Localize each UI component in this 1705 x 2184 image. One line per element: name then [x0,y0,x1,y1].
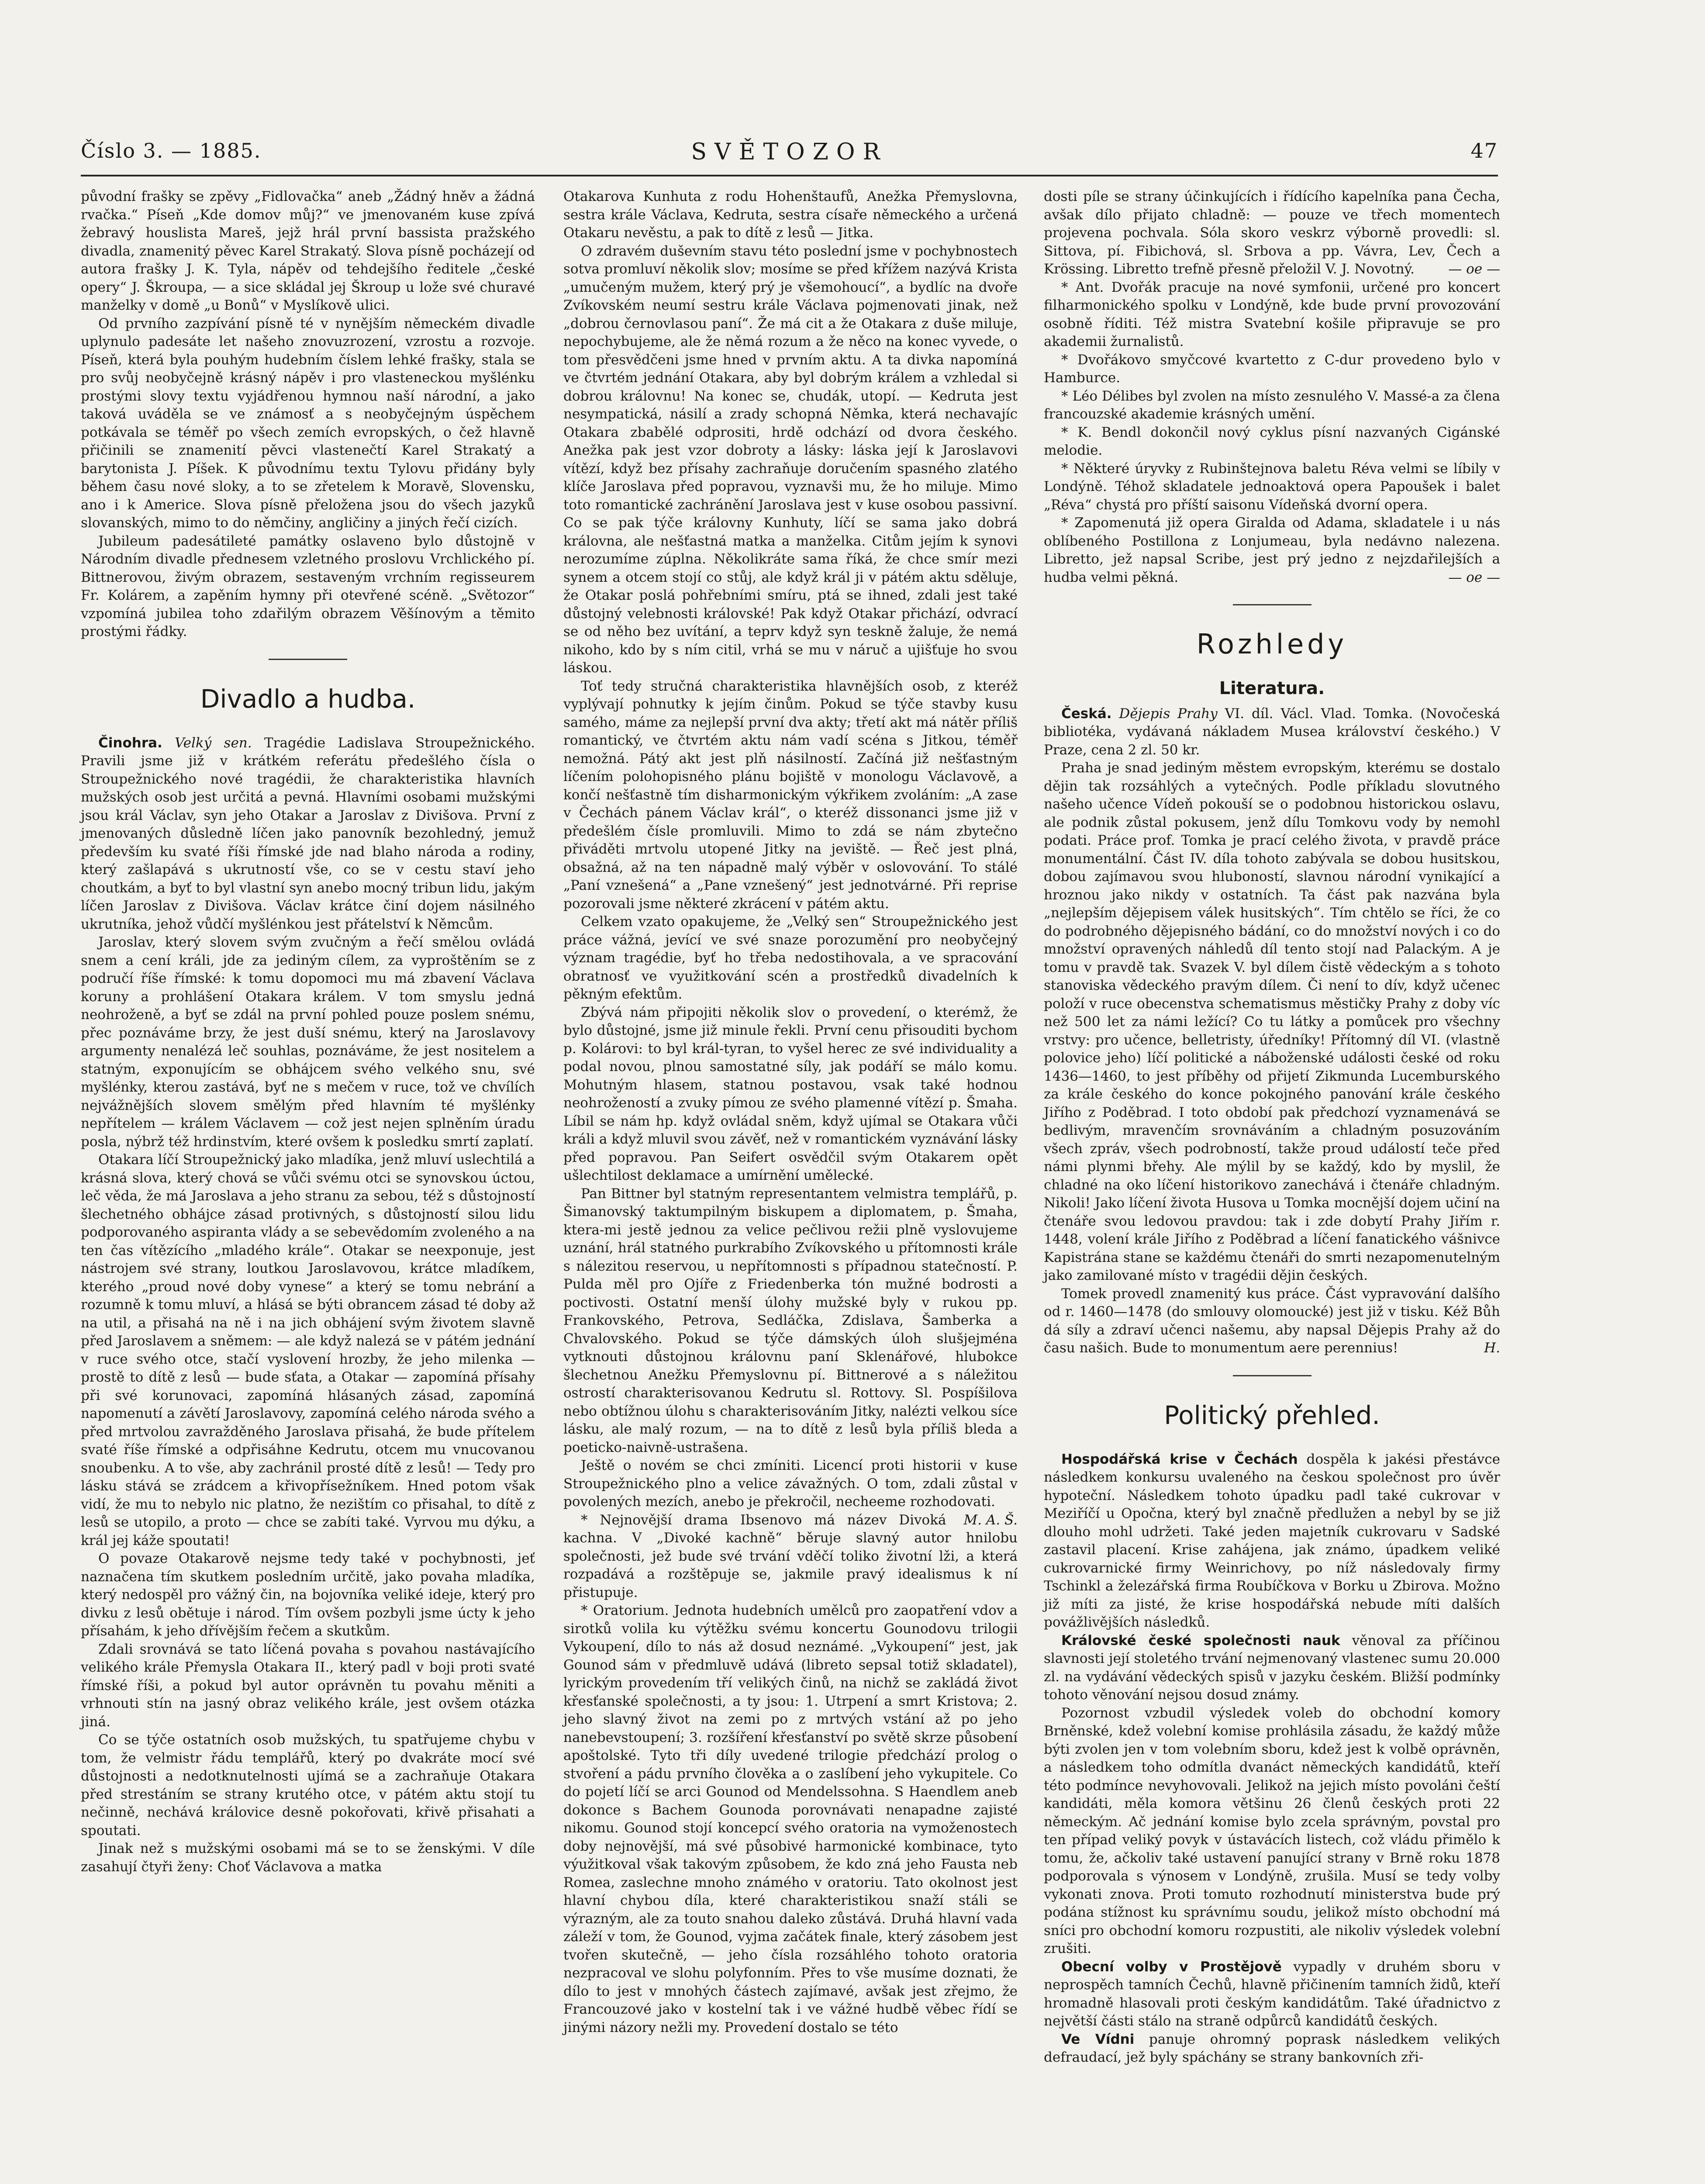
paragraph-text: věnoval za příčinou slavnosti její stoletého trvání nejmenovaný vlastenec sumu 20.000 zl. na vydávání vědeckých spisů v jazyku českém. Bližší podmínky tohoto věnování nejsou dosud známy. [1044,1632,1500,1703]
author-signature: H. [1484,1340,1500,1356]
paragraph: O povaze Otakarově nejsme tedy také v pochybnosti, jeť naznačena tím skutkem posledním určitě, jako povaha mladíka, který nedospěl pro vážný čin, na bojovníka veliké ideje, který pro divku z lesů obětuje i národ. Tím ovšem pozbyli jsme úcty k jeho přísahám, k jeho dřívějším řečem a skutkům. [81,1551,535,1639]
paragraph: * K. Bendl dokončil nový cyklus písní nazvaných Cigánské melodie. [1044,424,1500,458]
play-title: Velký sen. [175,735,252,751]
paragraph: Jaroslav, který slovem svým zvučným a řečí smělou ovládá snem a cení králi, jde za jediným cílem, za vyproštěním se z područí říše římské: k tomu dopomoci mu má zbavení Václava koruny a prohlášení Otakara králem. V tom smyslu jedná neohroženě, a byť se zdál na první pohled pouze poslem snému, přec poznáváme brzy, že jest duší snému, který na Jaroslavovy argumenty nenalézá leč souhlas, poznáváme, že jest nositelem a statným, exponujícím se obhájcem svého velkého snu, své myšlénky, kterou zastává, byť ne s mečem v ruce, tož ve chvílích nejvážnějších slovem smělým před hlavním té myšlénky nepřítelem — králem Václavem — což jest nejen splněním úradu posla, nýbrž též hrdinstvím, které ovšem k posledku smrtí zaplatí. [81,934,535,1150]
masthead-title: SVĚTOZOR [691,139,888,165]
paragraph: Celkem vzato opakujeme, že „Velký sen“ Stroupežnického jest práce vážná, jevící ve své snaze porozumění pro neobyčejný význam tragédie, byť ho třeba nedostihovala, a ve spracování obratnosť ve využitkování scén a prostředků divadelních k pěkným efektům. [563,914,1018,1002]
paragraph-text: VI. díl. Václ. Vlad. Tomka. (Novočeská bibliotéka, vydávaná nákladem Musea království českého.) V Praze, cena 2 zl. 50 kr. [1044,705,1501,758]
paragraph: * Oratorium. Jednota hudebních umělců pro zaopatření vdov a sirotků volila ku výtěžku svému koncertu Gounodovu trilogii Vykoupení, dílo to nás až dosud neznámé. „Vykoupení“ jest, jak Gounod sám v předmluvě udává (libreto sepsal totiž skladatel), lyrickým provedením tří velikých činů, na nichž se zakládá život křesťanské společnosti, a ty jsou: 1. Utrpení a smrt Kristova; 2. jeho slavný život na zemi po z mrtvých vstání až po jeho nanebevstoupení; 3. rozšíření křesťanství po světě skrze působení apoštolské. Tyto tři díly uvedené trilogie předchází prolog o stvoření a pádu prvního člověka a o zaslíbení jeho vykupitele. Co do pojetí líčí se arci Gounod od Mendelssohna. S Haendlem aneb dokonce s Bachem Gounoda porovnávati nenapadne zajisté nikomu. Gounod stojí koncepcí svého oratoria na vymoženostech doby nejnovější, má své působivé harmonické kombinace, tyto výužitkoval však takovým způsobem, že kdo zná jeho Fausta neb Romea, zaslechne mnoho známého v oratoriu. Tato okolnost jest hlavní chybou díla, které charakteristikou snaží stáli se výrazným, ale za touto snahou daleko zůstává. Druhá hlavní vada záleží v tom, že Gounod, vyjma začátek finale, který zásobem jest tvořen skutečně, — jeho čísla rozsáhlého tohoto oratoria nezpracoval ve slohu polyfonním. Přes to vše musíme doznati, že dílo to jest v mnohých částech zajímavé, avšak jest zřejmo, že Francouzové jako v kostelní tak i ve vážné hudbě věbec řídí se jinými názory nežli my. Provedení dostalo se této [563,1603,1018,2035]
paragraph [1044,1958,1500,2031]
paragraph: Jinak než s mužskými osobami má se to se ženskými. V díle zasahují čtyři ženy: Choť Václavova a matka [81,1841,535,1875]
paragraph: Co se týče ostatních osob mužských, tu spatřujeme chybu v tom, že velmistr řádu templářů, který po dvakráte mocí své důstojnosti a nedotknutelnosti ujímá se a zachraňuje Otakara před strestáním se strany krutého otce, v pátém aktu stojí tu nečinně, nechává královice desně pokořovati, křivě přisahati a spoutati. [81,1732,535,1838]
paragraph: Otakara líčí Stroupežnický jako mladíka, jenž mluví uslechtilá a krásná slova, který chová se vůči svému otci se synovskou úctou, leč věda, že má Jaroslava a jeho stranu za sebou, též s důstojností šlechetného obhájce zásad protivných, s důstojností silou lidu podporovaného aspiranta vlády a se sebevědomím zvoleného a na ten čas vítězícího „mladého krále“. Otakar se neexponuje, jest nástrojem své strany, loutkou Jaroslavovou, krátce mladíkem, kterého „proud nové doby vynese“ a který se tomu nebrání a rozumně k tomu mluví, a hlásá se býti obrancem zásad té doby až na util, a přisahá na ně i na jich obhájení svým životem slavně před Jaroslavem a sněmem: — ale když nalezá se v pátém jednání v ruce svého otce, stačí vyslovení hrozby, že jeho milenka — prostě to dítě z lesů — bude sťata, a Otakar — zapomíná přísahy při své korunovaci, zapomíná hlásaných zásad, zapomíná napomenutí a závětí Jaroslavovy, zapomíná celého národa svého a před mrtvolou zavražděného Jaroslava přisahá, že bude přítelem svaté říše římské a odpřisáhne Kedrutu, otcem mu vnucovanou snoubenku. A to vše, aby zachránil prosté dítě z lesů! — Tedy pro lásku stává se zrádcem a křivopřísežníkem. Hned potom však vidí, že mu to nebylo nic platno, že nezištím co přisahal, to dítě z lesů se utopilo, a proto — chce se zabíti také. Vyrvou mu dýku, a král jej káže spoutati! [81,1152,535,1548]
paragraph: * Ant. Dvořák pracuje na nové symfonii, určené pro koncert filharmonického spolku v Londýně, kde bude první provozování osobně říditi. Též mistra Svatební košile připravuje se pro akademii žurnalistů. [1044,279,1500,349]
paragraph [1044,1451,1500,1632]
paragraph: Pozornost vzbudil výsledek voleb do obchodní komory Brněnské, kdež volební komise prohlásila zásadu, že každý může býti zvolen jen v tom volebním sboru, kdež jest k volbě oprávněn, a následkem toho odmítla dvanáct německých kandidátů, kteří této podmínce nevyhovovali. Jelikož na jejich místo povoláni čeští kandidáti, měla komora většinu 26 členů českých proti 22 německým. Ač jednání komise bylo zcela správným, povstal pro ten případ veliký povyk v ústavácích listech, což vládu přimělo k tomu, že, ačkoliv také ustavení panující strany v Brně roku 1878 podporovala s výnosem v Londýně, zrušila. Musí se tedy volby vykonati znova. Proti tomuto rozhodnutí ministerstva bude prý podána stížnost ku správnímu soudu, jelikož místo obchodní má sníci pro obchodní komoru rozpustiti, ale nikoliv výsledek volební zrušiti. [1044,1705,1500,1956]
author-signature: M. A. Š. [963,1512,1018,1528]
paragraph: Jubileum padesátileté památky oslaveno bylo důstojně v Národním divadle přednesem vzletného proslovu Vrchlického pí. Bittnerovou, živým obrazem, sestaveným vrchním regisseurem Fr. Kolárem, a zapěním hymny při otevřené scéně. „Světozor“ vzpomíná jubilea toho zdařilým obrazem Věšínovým a těmito prostými řádky. [81,533,535,639]
lead-label: Ve Vídni [1061,2031,1135,2047]
paragraph-text: Tragédie Ladislava Stroupežnického. Pravili jsme již v krátkém referátu předešlého čísla o Stroupežnického nové tragédii, že charakteristika hlavních mužských osob jest určitá a pevná. Hlavními osobami mužskými jsou král Václav, syn jeho Otakar a Jaroslav z Divišova. První z jmenovaných důsledně líčen jako panovník bezohledný, jemuž především ku svaté říši římské jde nad blaho národa a rodiny, který zašlapává s ukrutností vše, co se v cestu staví jeho choutkám, a byť to byl vlastní syn anebo mocný tribun lidu, jakým líčen Jaroslav z Divišova. Václav krátce činí dojem násilného ukrutníka, jehož vůdčí myšlénkou jest přátelství k Němcům. [81,735,535,932]
section-title: Politický přehled. [1164,1400,1380,1430]
paragraph [563,1457,1018,1528]
paragraph-text: * Zapomenutá již opera Giralda od Adama, skladatele i u nás oblíbeného Postillona z Lonjumeau, byla nedávno nalezena. Libretto, jež napsal Scribe, jest prý jedno z nejzdařilejších a hudba velmi pěkná. [1044,515,1500,585]
paragraph [1044,514,1500,587]
paragraph: * Některé úryvky z Rubinštejnova baletu Réva velmi se líbily v Londýně. Téhož skladatele jednoaktová opera Papoušek i balet „Réva“ chystá pro příští saisonu Vídeňská dvorní opera. [1044,460,1500,513]
paragraph [1044,2031,1500,2067]
lead-label: Hospodářská krise v Čechách [1061,1451,1298,1467]
author-signature: — oe — [1448,569,1500,585]
paragraph [1044,1632,1500,1704]
paragraph [1044,705,1500,760]
paragraph: Pan Bittner byl statným representantem velmistra templářů, p. Šimanovský taktumpilným biskupem a diplomatem, p. Šmaha, ktera-mi jestě jednou za velice pečlivou režii plně vyslovujeme uznání, hrál statného purkrabího Zvíkovského u přítomnosti krále s nálezitou reservou, u nepřítomnosti s případnou statečností. P. Pulda měl pro Ojíře z Friedenberka tón mužné bodrosti a poctivosti. Ostatní menší úlohy mužské byly v rukou pp. Frankovského, Petrova, Sedláčka, Zdislava, Šamberka a Chvalovského. Pokud se týče dámských úloh slušjejména vytknouti důstojnou královnu paní Sklenářové, hlubokce šlechetnou Anežku Přemyslovnu pí. Bittnerové a s náležitou ostrostí charakterisovanou Kedrutu sl. Rottovy. Sl. Pospíšilova nebo obtížnou úlohu s charakterisováním Jitky, nalézti velkou síce lásku, ale malý rozum, — na to dítě z lesů byla příliš bleda a poeticko-naivně-ustrašena. [563,1185,1018,1455]
issue-label: Číslo 3. — 1885. [81,139,262,162]
section-divider [1233,1375,1312,1376]
paragraph-text: panuje ohromný poprask následkem velikých defraudací, jež byly spáchány se strany bankovních zři- [1044,2031,1500,2065]
paragraph: Otakarova Kunhuta z rodu Hohenštaufů, Anežka Přemyslovna, sestra krále Václava, Kedruta, sestra císaře německého a určená Otakaru nevěstu, a pak to dítě z lesů — Jitka. [563,189,1018,241]
author-signature: — oe — [1448,261,1500,277]
paragraph: O zdravém duševním stavu této poslední jsme v pochybnostech sotva promluví několik slov; mosíme se před křížem nazývá Krista „umučeným mužem, který prý je všemohoucí“, a bydlíc na dvoře Zvíkovském neumí sestru krále Václava pojmenovati jinak, než „dobrou černovlasou paní“. Že má cit a že Otakara z duše miluje, nepochybujeme, ale že němá rozum a že něco na konec vyvede, o tom přesvědčeni jsme hned v prvním aktu. A ta divka napomíná ve čtvrtém jednání Otakara, aby byl dobrým králem a vzhledal si dobrou královnu! Na konec se, chudák, utopí. — Kedruta jest nesympatická, násilí a zrady schopná Němka, která nechavajíc Otakara zbabělé odprositi, hrdě odchází od dvora českého. Anežka pak jest vzor dobroty a lásky: láska její k Jaroslavovi vítězí, když bez přísahy zachraňuje doručením spasného zlatého klíče Jaroslava před popravou, vyznavši mu, že ho miluje. Mimo toto romantické zachránění Jaroslava jest v kuse osobou passivní. Co se pak týče královny Kunhuty, líčí se sama jako dobrá královna, ale nešťastná matka a manželka. Citům jejím k synovi nerozumíme zúplna. Několikráte sama říká, že chce smír mezi synem a otcem stojí co stůj, ale když král ji v pátém aktu sděluje, že Otakar poslá pohřebními smíru, ptá se ihned, zdali jest také důstojný velebnosti královské! Pak když Otakar přichází, odvrací se od něho bez uvítání, a teprv když syn teskně žaluje, že nemá nikoho, kdo by s ním citil, vrhá se mu v náruč a ujišťuje ho svou láskou. [563,243,1018,676]
paragraph-text: vypadly v druhém sboru v neprospěch tamních Čechů, hlavně přičinením tamních židů, kteří hromadně hlasovali proti českým kandidátům. Také úřadnictvo z největší části stálo na straně odpůrců kandidátů českých. [1044,1959,1501,2029]
header-rule [81,175,1498,176]
paragraph-text: dosti píle se strany účinkujících i řídícího kapelníka pana Čecha, avšak dílo přijato chladně: — pouze ve třech momentech projevena pochvala. Sóla skoro veskrz výborně provedli: sl. Sittova, pí. Fibichová, sl. Srbova a pp. Vávra, Lev, Čech a Krössing. Libretto trefně přesně přeložil V. J. Novotný. [1044,189,1500,277]
column-3 [1044,188,1500,2067]
page-number: 47 [1470,139,1498,162]
paragraph: Zbývá nám připojiti několik slov o provedení, o kterémž, že bylo důstojné, jsme již minule řekli. První cenu přisouditi bychom p. Kolárovi: to byl král-tyran, to vyšel herec ze své individuality a podal novou, plnou samostatné síly, jak podáří se málo komu. Mohutným hlasem, statnou postavou, vsak také hodnou neohrožeností a zvuky pímou ze svého plamenné vítězí p. Šmaha. Líbil se nám hp. když ovládal sněm, když ujímal se Otakara vůči králi a když mluvil svou závěť, než v romantickém vyznávání lásky před popravou. Pan Seifert osvědčil svým Otakarem opět ušlechtilost deklamace a umírnění umělecké. [563,1004,1018,1183]
paragraph: * Dvořákovo smyčcové kvartetto z C-dur provedeno bylo v Hamburce. [1044,352,1500,386]
paragraph: Toť tedy stručná charakteristika hlavnějších osob, z kteréž vyplývají pohnutky k jejím činům. Pokud se týče stavby kusu samého, máme za nejlepší první dva akty; třetí akt má nátěr příliš romantický, ve čtvrtém aktu nám vadí scéna s Jitkou, téměř nemožná. Pátý akt jest plň násilností. Začíná již nešťastným líčením polohopisného plánu bojiště v monologu Václavově, a končí nešťastně tím disharmonickým výkřikem zvoláním: „A zase v Čechách pánem Václav král“, o kteréž dissonanci jsme již v předešlém čísle promluvili. Mimo to zdá se nám zbytečno přiváděti mrtvolu utopené Jitky na jeviště. — Řeč jest plná, obsažná, až na ten nápadně malý výběr v oslovování. To stálé „Paní vznešená“ a „Pane vznešený“ jest jednotvárné. Při reprise pozorovali jsme některé zkrácení v pátém aktu. [563,678,1018,912]
lead-label: Česká. [1061,705,1112,722]
paragraph [1044,1285,1500,1358]
lead-label: Královské české společnosti nauk [1061,1632,1340,1648]
paragraph: Od prvního zazpívání písně té v nynějším německém divadle uplynulo padesáte let našeho znovuzrození, vzrostu a rozvoje. Píseň, která byla pouhým hudebním číslem lehké frašky, stala se pro svůj neobyčejně krásný nápěv i pro vlasteneckou myšlénku prostými slovy textu vyjádřenou hymnou naší národní, a jako taková uváděla se ve známosť a s neobyčejným úspěchem potkávala se téměř po všech zemích evropských, o čež hlavně přičinili se znamenití pěvci vlastenečtí Karel Strakatý a barytonista J. Píšek. K původnímu textu Tylovu přidány byly během času nové sloky, a to se zřetelem k Moravě, Slovensku, ano i k Americe. Slova písně přeložena jsou do všech jazyků slovanských, mimo to do němčiny, angličiny a jiných řečí cizích. [81,315,535,531]
section-divider [269,659,347,660]
paragraph: Zdali srovnává se tato líčená povaha s povahou nastávajícího velikého krále Přemysla Otakara II., který padl v boji proti svaté římské říši, a pokud byl autor oprávněn tu povahu měniti a vrhnouti stín na jasný obraz velikého krále, jest ovšem otázka jiná. [81,1641,535,1730]
lead-label: Obecní volby v Prostějově [1061,1959,1282,1975]
column-2 [563,188,1018,2037]
paragraph [1044,188,1500,279]
paragraph [81,734,535,934]
section-divider [1233,604,1312,605]
paragraph-text: Ještě o novém se chci zmíniti. Licencí proti historii v kuse Stroupežnického plno a velice závažných. O tom, zdali zůstal v povolených mezích, anebo je překročil, necheeme rozhodovati. [563,1458,1018,1510]
page-header [81,139,1498,178]
section-title: Divadlo a hudba. [200,684,416,714]
paragraph-text: Tomek provedl znamenitý kus práce. Část vypravování dalšího od r. 1460—1478 (do smlouvy olomoucké) jest již v tisku. Kéž Bůh dá síly a zdraví učenci našemu, aby napsal Dějepis Prahy až do času našich. Bude to monumentum aere perennius! [1044,1286,1500,1356]
column-1 [81,188,535,1876]
paragraph: * Nejnovější drama Ibsenovo má název Divoká kachna. V „Divoké kachně“ běruje slavný autor hnilobu společnosti, jež bude své trvání vděčí toliko životní lži, a která rozpadává a rozštěpuje se, jakmile pravý idealismus k ní přistupuje. [563,1512,1018,1600]
paragraph-text: dospěla k jakési přestávce následkem konkursu uvaleného na českou společnost pro úvěr hypoteční. Následkem tohoto úpadku padl také cukrovar v Meziříčí u Opočna, který byl značně předlužen a nebyl by se již dlouho mohl udržeti. Také jeden majetník cukrovaru v Sadské zastavil placení. Krise zahájena, jak známo, úpadkem veliké cukrovarnické firmy Weinrichovy, po níž následovaly firmy Tschinkl a železářská firma Roubíčkova v Borku u Zbirova. Možno již míti za jisté, že krise hospodářská nebude míti dalších povážlivějších následků. [1044,1451,1500,1630]
lead-label: Činohra. [98,735,162,751]
paragraph: původní frašky se zpěvy „Fidlovačka“ aneb „Žádný hněv a žádná rvačka.“ Píseň „Kde domov můj?“ ve jmenovaném kuse zpívá žebravý houslista Mareš, jejž hrál první bassista pražského divadla, znamenitý pěvec Karel Strakatý. Slova písně pocházejí od autora frašky J. K. Tyla, nápěv od tehdejšího ředitele „české opery“ J. Škroupa, — a sice skládal jej Škroup u lože své churavé manželky v domě „u Bonů“ v Myslíkově ulici. [81,189,535,313]
subsection-title: Literatura. [1219,678,1325,698]
paragraph: * Léo Délibes byl zvolen na místo zesnulého V. Massé-a za člena francouzské akademie krásných umění. [1044,388,1500,422]
paragraph: Praha je snad jediným městem evropským, kterému se dostalo dějin tak rozsáhlých a vytečných. Podle příkladu slovutného našeho učence Vídeň pokouší se o podobnou historickou oslavu, ale podnik zůstal pokusem, jenž dílu Tomkovu vody by nemohl podati. Práce prof. Tomka je prací celého života, v pravdě práce monumentální. Část IV. díla tohoto zabývala se dobou husitskou, dobou zajímavou svou hluboností, slavnou národní vynikající a hroznou jako nikdy v ostatních. Ta část pak nazvána byla „nejlepším dějepisem válek husitských“. Tím chtělo se říci, že co do podrobného dějepisného bádání, co do množství nových i co do množství opravených náhledů díl tento stojí nad Palackým. A je tomu v pravdě tak. Svazek V. byl dílem čistě vědeckým a s tohoto stanoviska vědeckého pravým dílem. Či není to dív, když učenec položí v ruce obecenstva schematismus městičky Prahy z doby víc než 500 let za námi ležící? Co tu látky a pomůcek pro všechny vrstvy: pro učence, belletristy, úředníky! Přítomný díl VI. (vlastně polovice jeho) líčí politické a náboženské události české od roku 1436—1460, to jest příběhy od přijetí Zikmunda Lucemburského za krále českého do konce pokojného panování krále českého Jiřího z Poděbrad. I toto období pak předchozí vyznamenává se bedlivým, mravenčím srovnáváním a chladným posuzováním všech zpráv, všech podrobností, takže proud událostí teče před námi plynmi břehy. Ale mýlil by se každý, kdo by myslil, že chladné na oko líčení historikovo zanechává i čtenáře chladným. Nikoli! Jako líčení života Husova u Tomka mocnější dojem učiní na čtenáře svou ledovou pravdou: tak i zde dobytí Prahy Jiřím r. 1448, volení krále Jiřího z Poděbrad a líčení fanatického vášnivce Kapistrána stane se každému čtenáři do smrti nezapomenutelným jako zamilované místo v tragédii dějin českých. [1044,760,1500,1283]
book-title: Dějepis Prahy [1119,705,1218,722]
section-title: Rozhledy [1196,628,1348,660]
